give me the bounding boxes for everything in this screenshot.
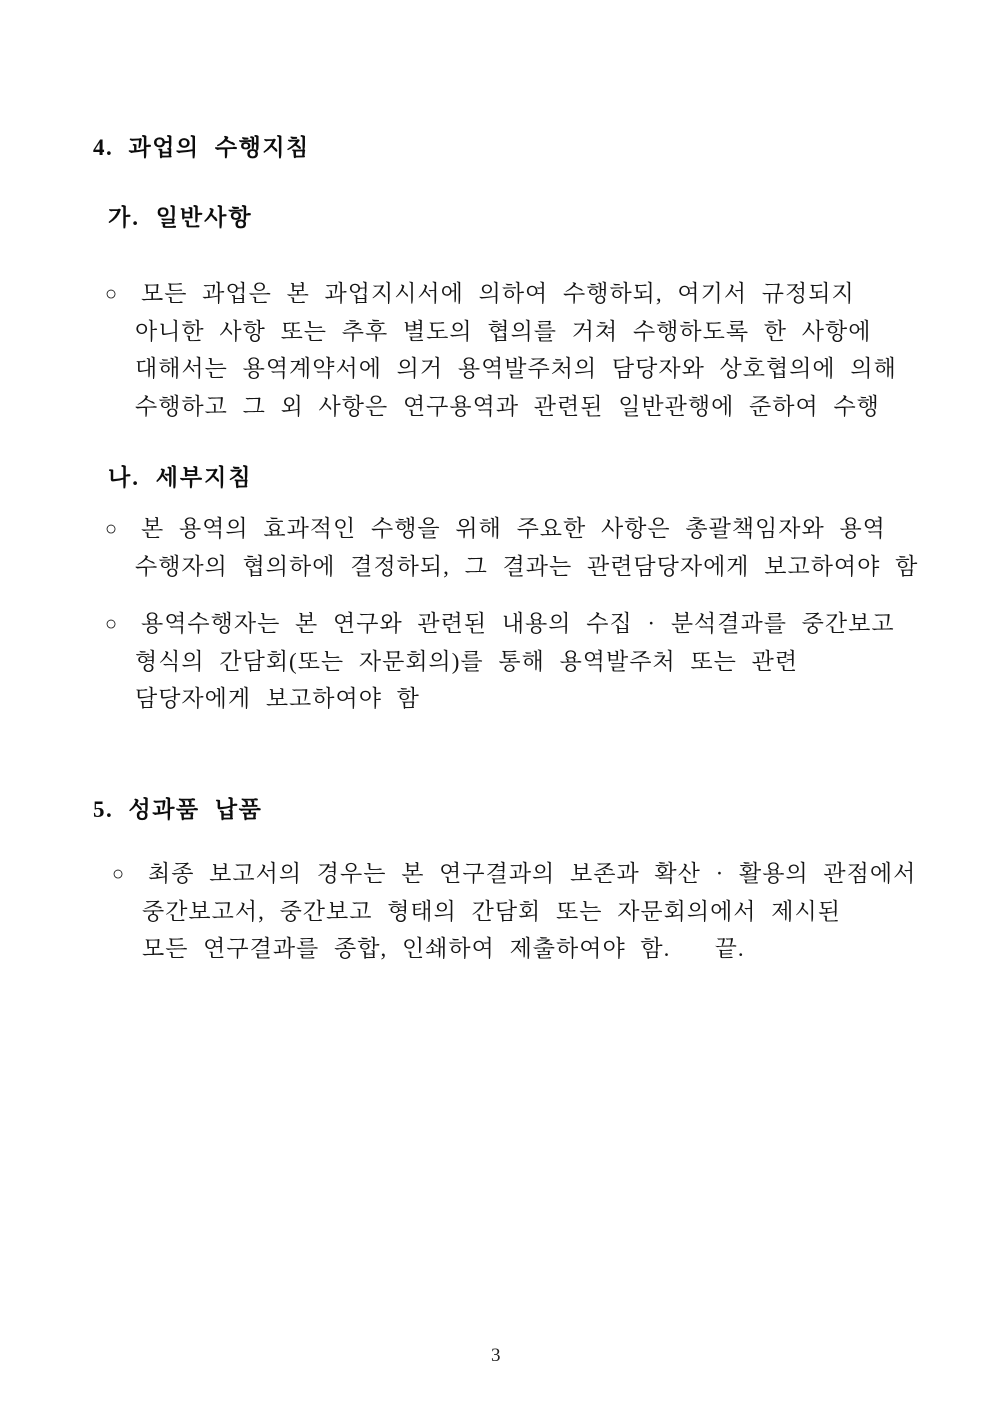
bullet-item-general-1: [105, 275, 897, 425]
text-line: 중간보고서, 중간보고 형태의 간담회 또는 자문회의에서 제시된: [142, 898, 841, 924]
section-4-heading: 4. 과업의 수행지침: [93, 135, 310, 160]
bullet-text-block: [142, 855, 916, 968]
text-line: 용역수행자는 본 연구와 관련된 내용의 수집 · 분석결과를 중간보고: [141, 611, 895, 636]
circle-bullet-marker: ○: [105, 518, 118, 540]
bullet-item-detail-1: [105, 510, 918, 585]
bullet-text-block: [135, 510, 918, 585]
text-line: 아니한 사항 또는 추후 별도의 협의를 거쳐 수행하도록 한 사항에: [135, 318, 872, 344]
text-line: 수행하고 그 외 사항은 연구용역과 관련된 일반관행에 준하여 수행: [135, 393, 880, 419]
text-line: 최종 보고서의 경우는 본 연구결과의 보존과 확산 · 활용의 관점에서: [148, 861, 917, 886]
circle-bullet-marker: ○: [105, 613, 118, 635]
text-line: 모든 연구결과를 종합, 인쇄하여 제출하여야 함. 끝.: [142, 936, 745, 961]
text-line: 형식의 간담회(또는 자문회의)를 통해 용역발주처 또는 관련: [135, 648, 799, 674]
text-line: 모든 과업은 본 과업지시서에 의하여 수행하되, 여기서 규정되지: [141, 281, 855, 306]
bullet-text-block: [135, 275, 897, 425]
subsection-na-heading: 나. 세부지침: [108, 465, 253, 490]
bullet-text-block: [135, 605, 895, 718]
text-line: 담당자에게 보고하여야 함: [135, 686, 420, 711]
section-5-heading: 5. 성과품 납품: [93, 797, 263, 822]
circle-bullet-marker: ○: [112, 863, 125, 885]
subsection-ga-heading: 가. 일반사항: [108, 205, 253, 230]
page-number: 3: [491, 1345, 501, 1366]
text-line: 수행자의 협의하에 결정하되, 그 결과는 관련담당자에게 보고하여야 함: [135, 553, 919, 579]
bullet-item-detail-2: [105, 605, 895, 718]
circle-bullet-marker: ○: [105, 283, 118, 305]
bullet-item-deliverable-1: [112, 855, 916, 968]
text-line: 대해서는 용역계약서에 의거 용역발주처의 담당자와 상호협의에 의해: [135, 356, 897, 381]
text-line: 본 용역의 효과적인 수행을 위해 주요한 사항은 총괄책임자와 용역: [141, 516, 886, 541]
